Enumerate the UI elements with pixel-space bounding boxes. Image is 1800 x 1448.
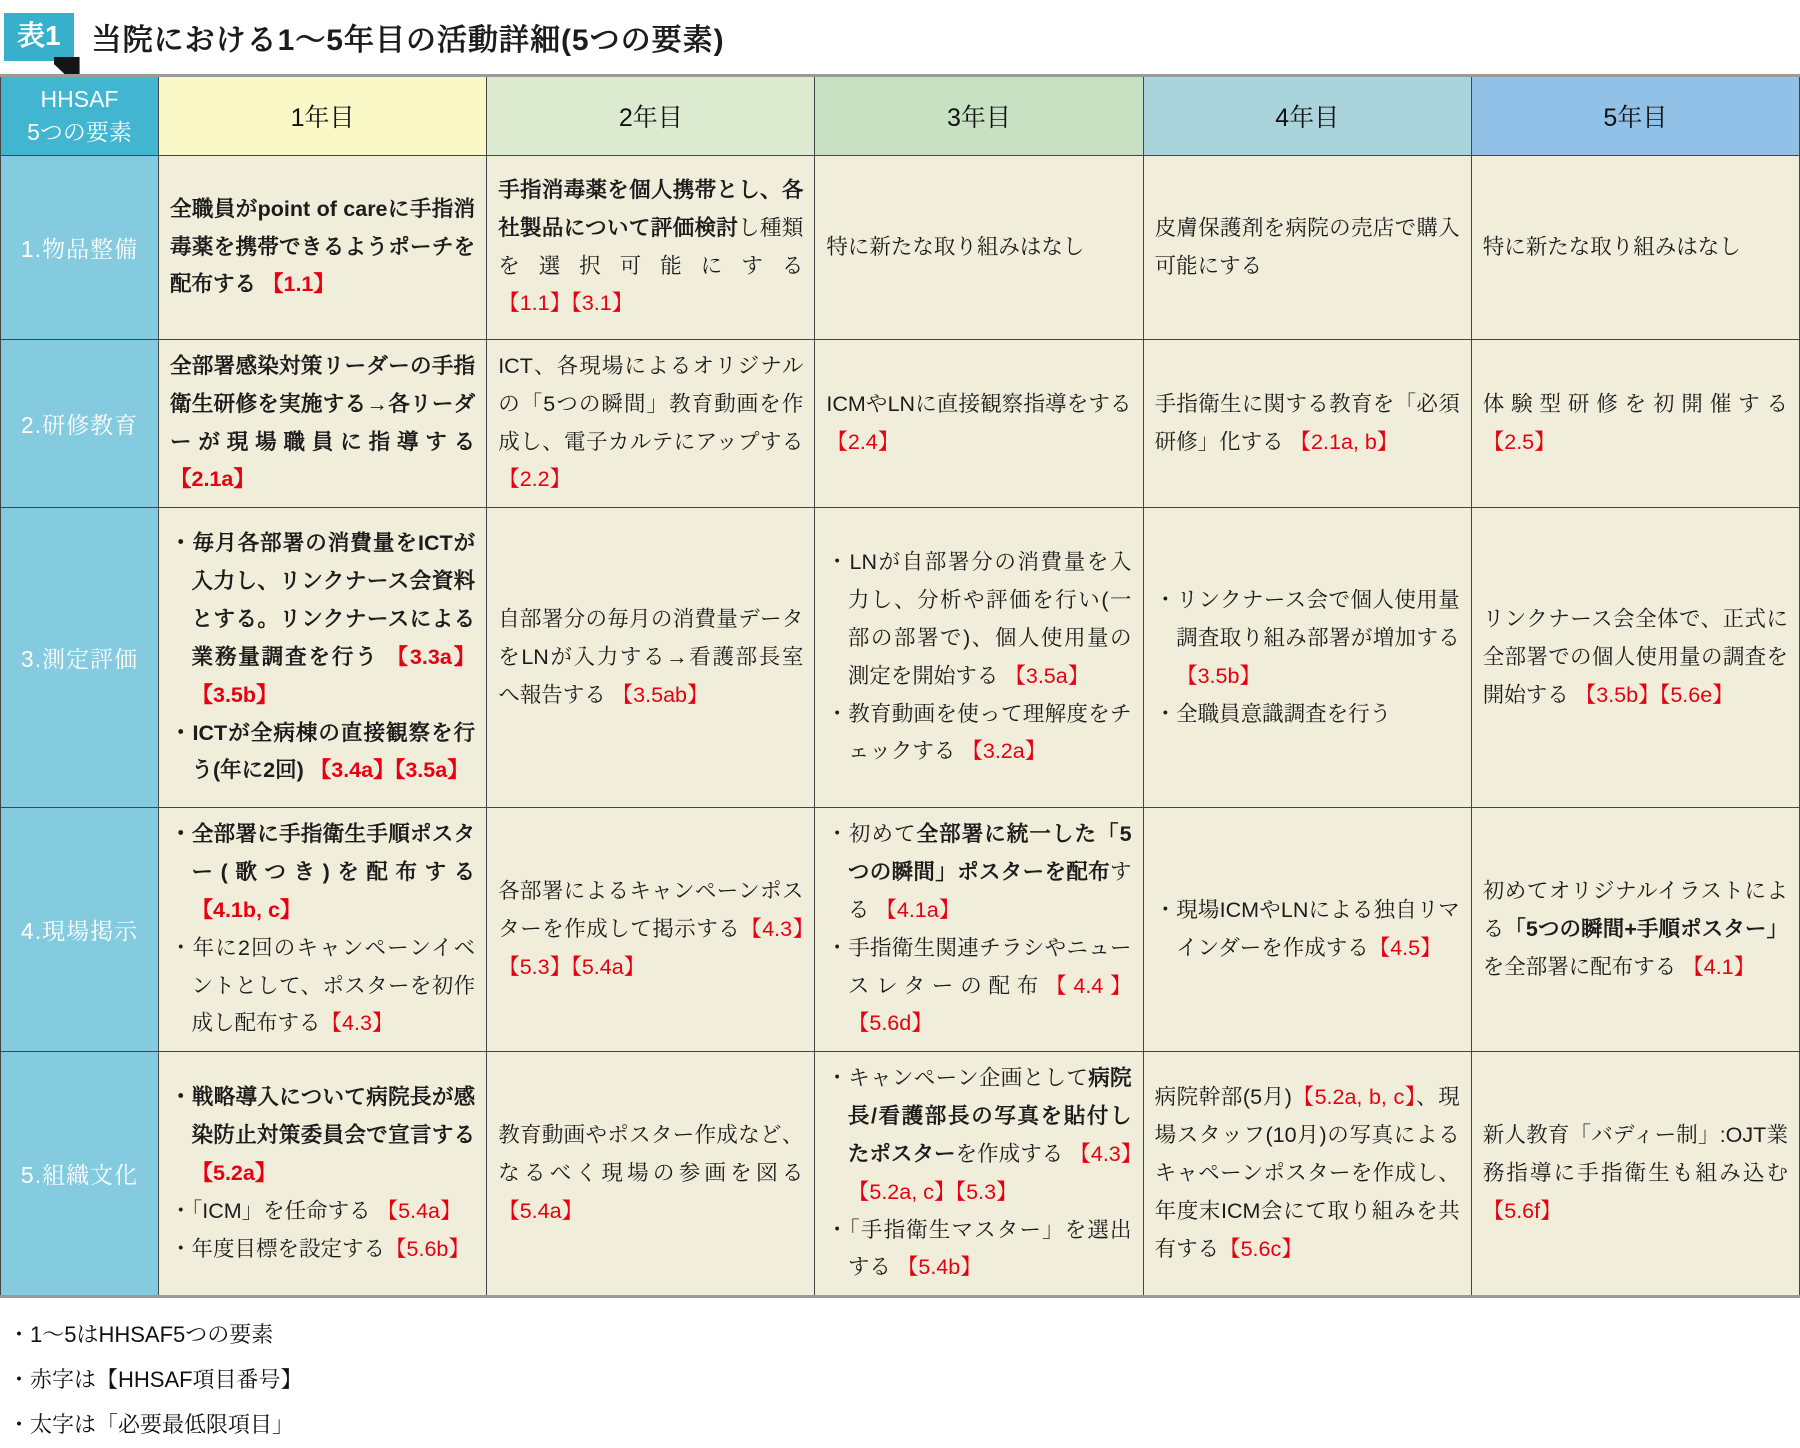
text-segment: 全職員がpoint of careに手指消毒薬を携帯できるようポーチを配布する: [170, 196, 476, 297]
cell-bullet: [826, 1060, 1131, 1211]
text-segment: ・現場ICMやLNによる独自リマインダーを作成する: [1154, 897, 1460, 960]
cell-paragraph: [498, 1117, 803, 1230]
cell-bullet: [1155, 696, 1460, 734]
text-segment: 【5.2a, b, c】: [1291, 1085, 1417, 1110]
text-segment: ・年に2回のキャンペーンイベントとして、ポスターを初作成し配布する: [170, 935, 476, 1036]
text-segment: 【3.5ab】: [605, 682, 709, 707]
text-segment: ・手指衛生関連チラシやニュースレターの配布: [826, 935, 1132, 998]
text-segment: ・リンクナース会で個人使用量調査取り組み部署が増加する: [1154, 588, 1460, 650]
activity-cell: [487, 808, 815, 1052]
row-header: 2.研修教育: [1, 340, 159, 508]
text-segment: 【5.6c】: [1219, 1236, 1303, 1261]
activity-cell: [1471, 1052, 1799, 1297]
text-segment: 【5.4b】: [890, 1255, 982, 1280]
cell-paragraph: [1483, 873, 1788, 986]
activity-cell: [487, 1052, 815, 1297]
cell-paragraph: [498, 172, 803, 323]
row-header: 4.現場掲示: [1, 808, 159, 1052]
text-segment: 初めてオリジナルイラストによる: [1482, 879, 1788, 941]
text-segment: 【2.2】: [498, 467, 572, 492]
text-segment: 【2.5】: [1482, 429, 1556, 454]
activity-cell: [1471, 340, 1799, 508]
text-segment: 【4.4】【5.6d】: [847, 973, 1132, 1036]
text-segment: ・教育動画を使って理解度をチェックする: [826, 701, 1132, 764]
text-segment: 【3.5b】【5.6e】: [1568, 682, 1734, 707]
cell-paragraph: [498, 873, 803, 986]
text-segment: 【4.3】: [320, 1011, 394, 1036]
cell-bullet: [826, 544, 1131, 695]
year-column-header: 2年目: [487, 76, 815, 156]
text-segment: ICT、各現場によるオリジナルの「5つの瞬間」教育動画を作成し、電子カルテにアップする: [498, 354, 804, 454]
text-segment: 各部署によるキャンペーンポスターを作成して掲示する: [498, 879, 804, 941]
cell-paragraph: [1155, 1079, 1460, 1268]
text-segment: リンクナース会全体で、正式に全部署での個人使用量の調査を開始する: [1482, 607, 1788, 707]
cell-paragraph: [1483, 229, 1788, 267]
text-segment: ・戦略導入について病院長が感染防止対策委員会で宣言する: [170, 1085, 476, 1148]
activity-cell: [1471, 508, 1799, 808]
text-segment: ・キャンペーン企画として: [826, 1066, 1089, 1091]
activity-cell: [487, 508, 815, 808]
cell-paragraph: [170, 191, 475, 304]
text-segment: ・「手指衛生マスター」を選出する: [826, 1217, 1132, 1280]
cell-bullet: [170, 1079, 475, 1192]
row-header: 1.物品整備: [1, 156, 159, 340]
cell-bullet: [170, 1193, 475, 1231]
activity-cell: [815, 508, 1143, 808]
cell-bullet: [170, 525, 475, 714]
cell-paragraph: [826, 229, 1131, 267]
text-segment: 【4.1b, c】: [191, 897, 302, 922]
text-segment: 【3.3a】【3.5b】: [191, 644, 476, 707]
text-segment: 自部署分の毎月の消費量データをLNが入力する→看護部長室へ報告する: [498, 607, 804, 707]
activity-cell: [815, 340, 1143, 508]
text-segment: 【3.5b】: [1176, 663, 1261, 688]
page-title: 当院における1〜5年目の活動詳細(5つの要素): [91, 24, 725, 57]
activity-cell: [815, 808, 1143, 1052]
text-segment: 【5.6b】: [385, 1236, 470, 1261]
cell-paragraph: [1483, 386, 1788, 462]
cell-paragraph: [1155, 210, 1460, 286]
text-segment: ・毎月各部署の消費量をICTが入力し、リンクナース会資料とする。リンクナースによる業務量調査を行う: [170, 531, 476, 669]
text-segment: ・全職員意識調査を行う: [1154, 701, 1392, 726]
corner-header-line: 5つの要素: [27, 119, 132, 145]
activity-cell: [815, 1052, 1143, 1297]
table-row: [1, 808, 1800, 1052]
text-segment: 【4.1】: [1676, 954, 1756, 979]
text-segment: 、現場スタッフ(10月)の写真によるキャペーンポスターを作成し、年度末ICM会にて取り組みを共有する: [1154, 1085, 1460, 1261]
activity-cell: [1143, 340, 1471, 508]
cell-bullet: [826, 816, 1131, 929]
table-number-badge: [4, 13, 74, 61]
table-number-label: 表1: [17, 20, 61, 51]
cell-bullet: [170, 930, 475, 1043]
text-segment: 【1.1】【3.1】: [498, 291, 634, 316]
activity-cell: [159, 156, 487, 340]
cell-bullet: [826, 1212, 1131, 1288]
cell-bullet: [826, 930, 1131, 1043]
text-segment: を全部署に配布する: [1482, 954, 1677, 979]
text-segment: 【1.1】: [256, 272, 335, 297]
cell-bullet: [1155, 892, 1460, 968]
text-segment: 病院幹部(5月): [1154, 1085, 1292, 1110]
text-segment: を作成する: [955, 1141, 1064, 1166]
footnote-item: ・太字は「必要最低限項目」: [8, 1412, 295, 1438]
text-segment: ・ICTが全病棟の直接観察を行う(年に2回): [170, 720, 476, 783]
table-row: [1, 156, 1800, 340]
row-header: 3.測定評価: [1, 508, 159, 808]
activity-cell: [1143, 808, 1471, 1052]
text-segment: 全部署感染対策リーダーの手指衛生研修を実施する→各リーダーが現場職員に指導する: [170, 354, 476, 454]
text-segment: ・「ICM」を任命する: [170, 1198, 371, 1223]
text-segment: ・LNが自部署分の消費量を入力し、分析や評価を行い(一部の部署で)、個人使用量の測定を開始する: [826, 550, 1132, 688]
text-segment: 【4.5】: [1368, 935, 1442, 960]
text-segment: 【2.1a, b】: [1283, 429, 1399, 454]
cell-paragraph: [1155, 386, 1460, 462]
text-segment: 【4.3】【5.2a, c】【5.3】: [847, 1141, 1132, 1204]
year-column-header: 4年目: [1143, 76, 1471, 156]
text-segment: ICMやLNに直接観察指導をする: [826, 391, 1132, 416]
text-segment: 手指消毒薬を個人携帯とし、各社製品について評価検討: [498, 177, 804, 240]
table-body: [1, 156, 1800, 1297]
text-segment: 【4.1a】: [869, 897, 961, 922]
activity-cell: [1471, 808, 1799, 1052]
text-segment: 【2.1a】: [170, 467, 255, 492]
activity-cell: [1143, 508, 1471, 808]
cell-paragraph: [498, 601, 803, 714]
cell-paragraph: [1483, 601, 1788, 714]
text-segment: する: [847, 860, 1132, 922]
text-segment: 教育動画やポスター作成など、なるべく現場の参画を図る: [498, 1123, 804, 1185]
text-segment: 【3.2a】: [955, 739, 1047, 764]
cell-bullet: [170, 715, 475, 791]
activity-cell: [815, 156, 1143, 340]
activity-cell: [487, 156, 815, 340]
text-segment: 【3.4a】【3.5a】: [303, 758, 469, 783]
activity-cell: [1471, 156, 1799, 340]
text-segment: 特に新たな取り組みはなし: [1482, 234, 1741, 259]
text-segment: 特に新たな取り組みはなし: [826, 234, 1085, 259]
text-segment: 新人教育「バディー制」:OJT業務指導に手指衛生も組み込む: [1482, 1123, 1788, 1185]
table-title-row: [0, 0, 1800, 74]
year-column-header: 5年目: [1471, 76, 1799, 156]
text-segment: 体験型研修を初開催する: [1482, 391, 1788, 416]
text-segment: 【4.3】【5.3】【5.4a】: [498, 916, 804, 979]
cell-bullet: [1155, 582, 1460, 695]
text-segment: 【5.4a】: [498, 1198, 584, 1223]
row-header: 5.組織文化: [1, 1052, 159, 1297]
text-segment: 【5.4a】: [370, 1198, 462, 1223]
cell-paragraph: [498, 348, 803, 499]
cell-paragraph: [826, 386, 1131, 462]
activity-cell: [159, 808, 487, 1052]
badge-corner-flag-icon: [54, 57, 80, 74]
cell-bullet: [826, 696, 1131, 772]
text-segment: 【5.6f】: [1482, 1198, 1562, 1223]
cell-bullet: [170, 1231, 475, 1269]
cell-paragraph: [1483, 1117, 1788, 1230]
year-column-header: 3年目: [815, 76, 1143, 156]
table-row: [1, 508, 1800, 808]
text-segment: し種類を選択可能にする: [498, 215, 804, 278]
year-column-header: 1年目: [159, 76, 487, 156]
cell-paragraph: [170, 348, 475, 499]
corner-header-line: HHSAF: [40, 85, 119, 112]
text-segment: 【5.2a】: [191, 1160, 277, 1185]
text-segment: 病院長/看護部長の写真を貼付したポスター: [847, 1066, 1132, 1166]
text-segment: ・全部署に手指衛生手順ポスター(歌つき)を配布する: [170, 822, 476, 885]
text-segment: 【2.4】: [826, 429, 900, 454]
text-segment: ・年度目標を設定する: [170, 1236, 386, 1261]
activity-table: [0, 74, 1800, 1298]
header-row: [1, 76, 1800, 156]
table-row: [1, 340, 1800, 508]
text-segment: 「5つの瞬間+手順ポスター」: [1504, 916, 1788, 941]
footnotes: [0, 1312, 1800, 1447]
activity-cell: [159, 340, 487, 508]
activity-cell: [1143, 156, 1471, 340]
activity-cell: [159, 508, 487, 808]
corner-header: [1, 76, 159, 156]
footnote-item: ・1〜5はHHSAF5つの要素: [8, 1322, 274, 1348]
text-segment: ・初めて: [826, 822, 917, 847]
table-row: [1, 1052, 1800, 1297]
activity-cell: [487, 340, 815, 508]
activity-cell: [1143, 1052, 1471, 1297]
text-segment: 皮膚保護剤を病院の売店で購入可能にする: [1154, 215, 1460, 278]
activity-cell: [159, 1052, 487, 1297]
footnote-item: ・赤字は【HHSAF項目番号】: [8, 1367, 303, 1393]
text-segment: 【3.5a】: [998, 663, 1090, 688]
text-segment: 全部署に統一した「5つの瞬間」ポスターを配布: [847, 822, 1132, 885]
cell-bullet: [170, 816, 475, 929]
table-head: [1, 76, 1800, 156]
text-segment: 手指衛生に関する教育を「必須研修」化する: [1154, 391, 1460, 454]
